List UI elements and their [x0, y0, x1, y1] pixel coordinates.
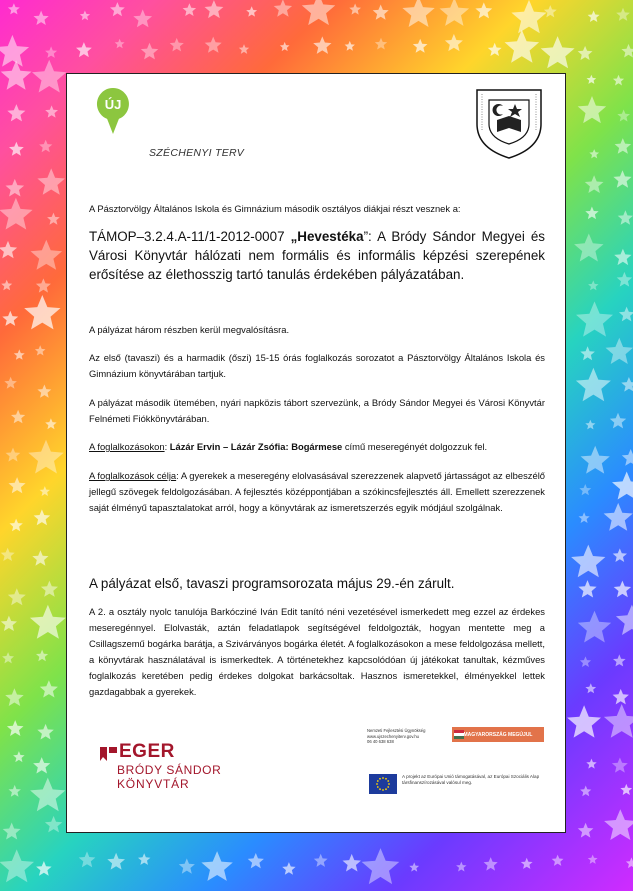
paragraph-activities: [89, 439, 545, 455]
star-shape: [578, 580, 596, 597]
project-title: [89, 227, 545, 284]
star-shape: [36, 278, 51, 292]
star-shape: [205, 37, 222, 53]
star-shape: [6, 448, 21, 462]
star-shape: [47, 213, 60, 225]
star-shape: [585, 683, 596, 693]
star-shape: [35, 345, 46, 355]
paragraph-summer-camp: A pályázat második ütemében, nyári napközis tábort szervezünk, a Bródy Sándor Megyei és Városi Könyvtár Felnémeti Fiókkönyvtárában.: [89, 397, 545, 424]
star-shape: [612, 758, 628, 773]
eu-star: [387, 786, 389, 788]
star-shape: [621, 377, 633, 392]
star-shape: [409, 862, 419, 871]
star-shape: [37, 168, 65, 194]
star-shape: [440, 0, 470, 26]
star-shape: [37, 724, 54, 740]
project-code: TÁMOP–3.2.4.A-11/1-2012-0007: [89, 229, 291, 244]
star-shape: [0, 849, 34, 882]
star-shape: [626, 857, 633, 868]
star-shape: [375, 38, 387, 50]
star-shape: [32, 550, 48, 566]
activities-colon: :: [164, 441, 170, 452]
star-shape: [34, 509, 51, 525]
star-shape: [282, 862, 295, 875]
eu-star: [388, 783, 390, 785]
star-shape: [571, 545, 605, 578]
star-shape: [616, 605, 633, 635]
star-shape: [183, 3, 197, 16]
star-shape: [1, 548, 15, 561]
star-shape: [40, 680, 58, 697]
star-shape: [7, 720, 24, 736]
star-shape: [32, 60, 66, 93]
star-shape: [606, 338, 633, 364]
star-shape: [585, 207, 598, 220]
star-shape: [0, 198, 33, 230]
eger-name: EGER: [119, 741, 175, 762]
star-shape: [110, 2, 125, 16]
star-shape: [544, 5, 557, 17]
szechenyi-terv-label: SZÉCHENYI TERV: [149, 147, 245, 159]
star-shape: [314, 854, 328, 867]
star-shape: [80, 11, 90, 21]
star-shape: [580, 656, 591, 667]
star-shape: [4, 377, 17, 389]
star-shape: [585, 420, 595, 430]
star-shape: [45, 105, 58, 117]
uj-szechenyi-logo: [95, 86, 131, 136]
eu-star: [385, 788, 387, 790]
intro-text: A Pásztorvölgy Általános Iskola és Gimnázium második osztályos diákjai részt vesznek a:: [89, 203, 461, 214]
star-shape: [402, 0, 434, 27]
star-shape: [587, 75, 597, 84]
star-shape: [579, 512, 590, 523]
activities-rest: című meseregényét dolgozzuk fel.: [342, 441, 488, 452]
star-shape: [10, 519, 23, 532]
activities-label: A foglalkozásokon: [89, 441, 165, 452]
star-shape: [343, 854, 362, 872]
library-name-line2: KÖNYVTÁR: [117, 777, 190, 791]
star-shape: [45, 46, 57, 58]
star-shape: [8, 588, 26, 605]
star-shape: [615, 138, 632, 154]
star-shape: [579, 484, 591, 495]
star-shape: [0, 35, 29, 67]
star-shape: [133, 9, 152, 27]
star-shape: [612, 472, 633, 500]
heading-closed: A pályázat első, tavaszi programsorozata május 29.-én zárult.: [89, 576, 455, 591]
star-shape: [9, 785, 21, 797]
star-shape: [362, 848, 400, 884]
star-shape: [619, 307, 633, 322]
eu-star: [382, 777, 384, 779]
star-shape: [1, 616, 17, 631]
star-shape: [30, 778, 65, 812]
star-shape: [588, 280, 598, 290]
project-description: ”: A Bródy Sándor Megyei és Városi Könyvtár hálózati nem formális és informális képzési szerepének erősítése az élethosszig tartó tanulás érdekében pályázatában.: [89, 229, 545, 282]
star-shape: [475, 2, 492, 18]
magyarorszag-megujul-text: MAGYARORSZÁG MEGÚJUL: [463, 731, 533, 738]
star-shape: [578, 96, 607, 123]
star-shape: [610, 413, 626, 429]
star-shape: [107, 853, 125, 870]
eu-star: [377, 780, 379, 782]
star-shape: [205, 0, 224, 18]
nfu-contact: Nemzeti Fejlesztési Ügynökség www.ujszechenyiterv.gov.hu 06 40 638 638: [367, 728, 426, 744]
star-shape: [620, 784, 632, 795]
star-shape: [40, 486, 50, 496]
star-shape: [2, 652, 14, 663]
star-shape: [41, 581, 58, 597]
star-shape: [6, 179, 25, 197]
star-shape: [11, 410, 25, 424]
star-shape: [576, 301, 613, 336]
star-shape: [613, 654, 626, 666]
paragraph-goals: [89, 468, 545, 516]
star-shape: [115, 39, 125, 48]
star-shape: [578, 823, 594, 838]
star-shape: [614, 581, 631, 598]
star-shape: [9, 142, 24, 156]
star-shape: [76, 42, 92, 57]
star-shape: [28, 440, 63, 474]
star-shape: [170, 38, 184, 52]
star-shape: [581, 446, 610, 474]
star-shape: [179, 858, 195, 873]
star-shape: [574, 234, 603, 262]
star-shape: [585, 175, 604, 193]
star-shape: [552, 855, 564, 866]
star-shape: [345, 41, 355, 51]
star-shape: [604, 809, 633, 840]
star-shape: [30, 605, 66, 639]
star-shape: [580, 786, 591, 797]
eu-star: [379, 778, 381, 780]
star-shape: [613, 689, 629, 705]
star-shape: [505, 30, 540, 63]
star-shape: [274, 0, 292, 17]
star-shape: [617, 110, 630, 122]
star-shape: [36, 650, 48, 662]
uj-logo-text: ÚJ: [104, 97, 122, 112]
star-shape: [37, 385, 51, 398]
star-shape: [578, 611, 611, 643]
star-shape: [248, 853, 264, 868]
star-shape: [576, 368, 611, 401]
eu-star: [376, 783, 378, 785]
star-shape: [5, 688, 24, 706]
star-shape: [613, 75, 624, 86]
star-shape: [413, 39, 428, 53]
star-shape: [617, 272, 632, 287]
star-shape: [445, 34, 463, 51]
star-shape: [9, 477, 26, 493]
star-shape: [1, 280, 12, 290]
star-shape: [618, 210, 633, 225]
star-shape: [613, 548, 627, 562]
star-shape: [201, 851, 232, 881]
star-shape: [1, 60, 32, 89]
star-shape: [14, 349, 25, 359]
star-shape: [588, 11, 600, 23]
star-shape: [586, 759, 596, 769]
star-shape: [456, 862, 466, 872]
star-shape: [621, 44, 633, 58]
star-shape: [138, 853, 150, 865]
eu-star: [382, 789, 384, 791]
star-shape: [246, 6, 257, 16]
star-shape: [33, 757, 50, 773]
eu-star: [379, 788, 381, 790]
hungary-flag-icon: [454, 730, 464, 739]
star-shape: [79, 851, 96, 867]
eu-star: [385, 778, 387, 780]
star-shape: [31, 240, 63, 270]
star-shape: [36, 861, 52, 876]
star-shape: [541, 36, 575, 68]
paragraph-parts: A pályázat három részben kerül megvalósításra.: [89, 324, 290, 335]
star-shape: [588, 855, 598, 864]
eu-flag-icon: [369, 774, 397, 794]
eu-funding-note: A projekt az Európai Unió támogatásával, az Európai Szociális Alap társfinanszírozásával valósul meg.: [402, 774, 540, 785]
eu-star: [387, 780, 389, 782]
star-shape: [45, 816, 62, 833]
star-shape: [349, 4, 361, 15]
goals-label: A foglalkozások célja: [89, 470, 177, 481]
star-shape: [45, 418, 56, 429]
star-shape: [521, 858, 533, 869]
star-shape: [39, 140, 52, 153]
star-shape: [616, 8, 630, 21]
star-shape: [604, 503, 633, 531]
star-shape: [280, 42, 290, 51]
goals-text: : A gyerekek a meseregény elolvasásával szerezzenek alapvető jártasságot az elbeszélő jellegű szövegek feldolgozásában. A fejlesztés középpontjában a szókincsfejlesztés áll. Emellett szerezzenek saját élményű tapasztalatokat arról, hogy a könyvtárak az ismeretszerzés egyik módjául szolgálnak.: [89, 470, 545, 513]
school-seal-logo: [469, 80, 549, 160]
star-shape: [373, 5, 389, 20]
project-name: „Hevestéka: [290, 229, 364, 244]
star-shape: [3, 823, 21, 840]
star-shape: [313, 36, 331, 54]
star-shape: [239, 44, 249, 54]
star-shape: [8, 3, 20, 14]
star-shape: [7, 104, 25, 121]
eu-star: [377, 786, 379, 788]
star-shape: [622, 449, 633, 466]
star-shape: [484, 857, 498, 871]
star-shape: [302, 0, 336, 25]
document-page: [66, 73, 566, 833]
paragraph-spring-autumn: Az első (tavaszi) és a harmadik (őszi) 15-15 órás foglalkozás sorozatot a Pásztorvölgy Általános Iskola és Gimnázium könyvtárában tartjuk.: [89, 352, 545, 379]
library-name-line1: BRÓDY SÁNDOR: [117, 763, 222, 777]
star-shape: [578, 46, 593, 60]
star-shape: [511, 0, 546, 33]
star-shape: [2, 311, 18, 326]
star-shape: [613, 170, 631, 187]
paragraph-report: A 2. a osztály nyolc tanulója Barkócziné Iván Edit tanító néni vezetésével ismerkedett meg ezzel az érdekes meseregénnyel. Elolvasták, aztán feladatlapok segítségével feldolgozták, hogyan mentette meg a Csillagszemű bogárka barátja, a Szivárványos bogárka életét. A foglalkozásokon a mese feldolgozása mellett, a könyvtárak használatával is ismerkedtek. A történetekhez kapcsolódóan új játékokat tanultak, kézműves foglalkozás keretében pedig érdekes dolgokat barkácsoltak. Hasznos ismeretekkel, élményekkel lettek gazdagabbak a gyerekek.: [89, 606, 545, 697]
star-shape: [24, 295, 60, 329]
star-shape: [0, 241, 17, 258]
star-shape: [614, 249, 631, 265]
magyarorszag-megujul-badge: [452, 727, 544, 742]
star-shape: [488, 43, 502, 56]
star-shape: [589, 149, 599, 158]
star-shape: [567, 705, 601, 737]
star-shape: [34, 11, 49, 25]
star-shape: [141, 43, 159, 60]
eger-emblem-icon: [99, 745, 119, 763]
star-shape: [13, 751, 25, 762]
star-shape: [580, 346, 595, 360]
star-shape: [604, 704, 633, 738]
book-title: Lázár Ervin – Lázár Zsófia: Bogármese: [169, 441, 343, 452]
